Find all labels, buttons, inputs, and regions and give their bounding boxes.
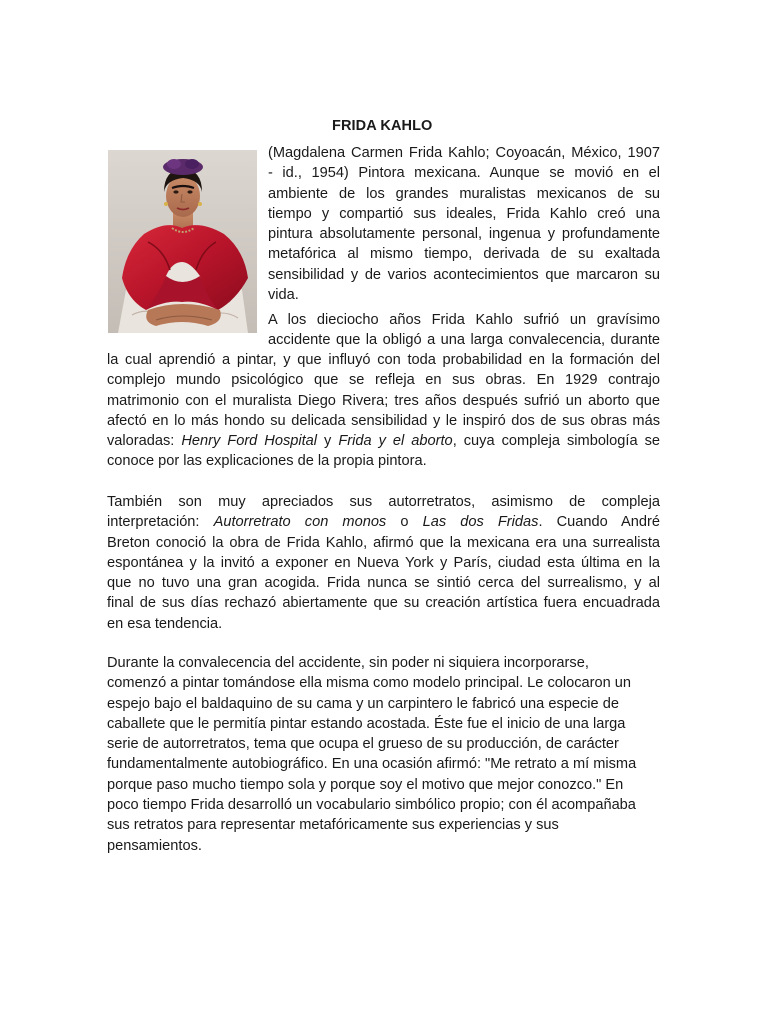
text-line: A los dieciocho años Frida Kahlo sufrió un gravísimo <box>268 312 660 328</box>
text-line: pintura absolutamente personal, ingenua y profundamente <box>268 226 660 243</box>
text-line: Breton conoció la obra de Frida Kahlo, afirmó que la mexicana era una surrealista <box>107 534 660 551</box>
intro-paragraph <box>268 143 660 305</box>
text-line: comenzó a pintar tomándose ella misma como modelo principal. Le colocaron un <box>107 675 632 692</box>
text-line: final de sus días rechazó abiertamente que su creación artística fuera encuadrada <box>107 595 660 612</box>
self-portraits-paragraph <box>107 492 660 634</box>
text-line: que no tuvo una gran acogida. Frida nunca se sintió cerca del surrealismo, y al <box>107 575 660 592</box>
text-line: Durante la convalecencia del accidente, sin poder ni siquiera incorporarse, <box>107 655 589 671</box>
accident-paragraph-start <box>268 310 660 351</box>
text-line: sus retratos para representar metafóricamente sus experiencias y sus <box>107 817 559 834</box>
text-line: afectó en lo más hondo su delicada sensibilidad y le inspiró dos de sus obras más <box>107 412 660 429</box>
portrait-image <box>108 150 257 333</box>
text-line: pensamientos. <box>107 837 202 854</box>
accident-paragraph-continued <box>107 350 660 472</box>
artwork-title: Frida y el aborto <box>338 433 453 450</box>
text-fragment: interpretación: <box>107 514 214 531</box>
text-line: serie de autorretratos, tema que ocupa el grueso de su producción, de carácter <box>107 736 619 753</box>
text-line: en esa tendencia. <box>107 615 223 632</box>
text-fragment: , cuya compleja simbología se <box>452 433 661 450</box>
convalescence-paragraph <box>107 653 660 856</box>
text-fragment: y <box>317 433 339 450</box>
text-line: tiempo y compartió sus ideales, Frida Kahlo creó una <box>268 205 660 222</box>
text-line: poco tiempo Frida desarrolló un vocabulario simbólico propio; con él acompañaba <box>107 797 636 814</box>
text-line-works <box>107 512 660 532</box>
text-line: fundamentalmente autobiográfico. En una ocasión afirmó: "Me retrato a mí misma <box>107 756 637 773</box>
text-line: ambiente de los grandes muralistas mexicanos de su <box>268 185 660 202</box>
text-line: (Magdalena Carmen Frida Kahlo; Coyoacán, México, 1907 <box>268 145 660 161</box>
text-line: conoce por las explicaciones de la propia pintora. <box>107 453 427 470</box>
text-line: complejo mundo psicológico que se refleja en sus obras. En 1929 contrajo <box>107 372 660 389</box>
text-line: espejo bajo el baldaquino de su cama y un carpintero le fabricó una especie de <box>107 695 619 712</box>
text-line: accidente que la obligó a una larga convalecencia, durante <box>268 332 660 349</box>
text-line-works <box>107 431 660 451</box>
text-line: sensibilidad y de varios acontecimientos que marcaron su <box>268 266 660 283</box>
text-line: También son muy apreciados sus autorretratos, asimismo de compleja <box>107 494 660 510</box>
text-line: matrimonio con el muralista Diego Rivera; tres años después sufrió un aborto que <box>107 392 660 409</box>
text-line: la cual aprendió a pintar, y que influyó con toda probabilidad en la formación del <box>107 352 660 368</box>
text-line: metafórica al mismo tiempo, derivada de su exaltada <box>268 246 660 263</box>
document-title: FRIDA KAHLO <box>332 118 433 134</box>
text-line: vida. <box>268 287 299 304</box>
text-fragment: o <box>386 514 423 531</box>
artwork-title: Las dos Fridas <box>422 514 539 531</box>
text-line: caballete que le permitía pintar estando acostada. Éste fue el inicio de una larga <box>107 715 626 732</box>
text-line: espontánea y la invitó a exponer en Nueva York y París, ciudad esta última en la <box>107 554 660 571</box>
text-fragment: . Cuando André <box>538 514 660 531</box>
text-fragment: valoradas: <box>107 433 182 450</box>
artwork-title: Henry Ford Hospital <box>181 433 318 450</box>
artwork-title: Autorretrato con monos <box>213 514 387 531</box>
text-line: porque paso mucho tiempo sola y porque soy el motivo que mejor conozco." En <box>107 776 624 793</box>
text-line: - id., 1954) Pintora mexicana. Aunque se movió en el <box>268 165 660 182</box>
